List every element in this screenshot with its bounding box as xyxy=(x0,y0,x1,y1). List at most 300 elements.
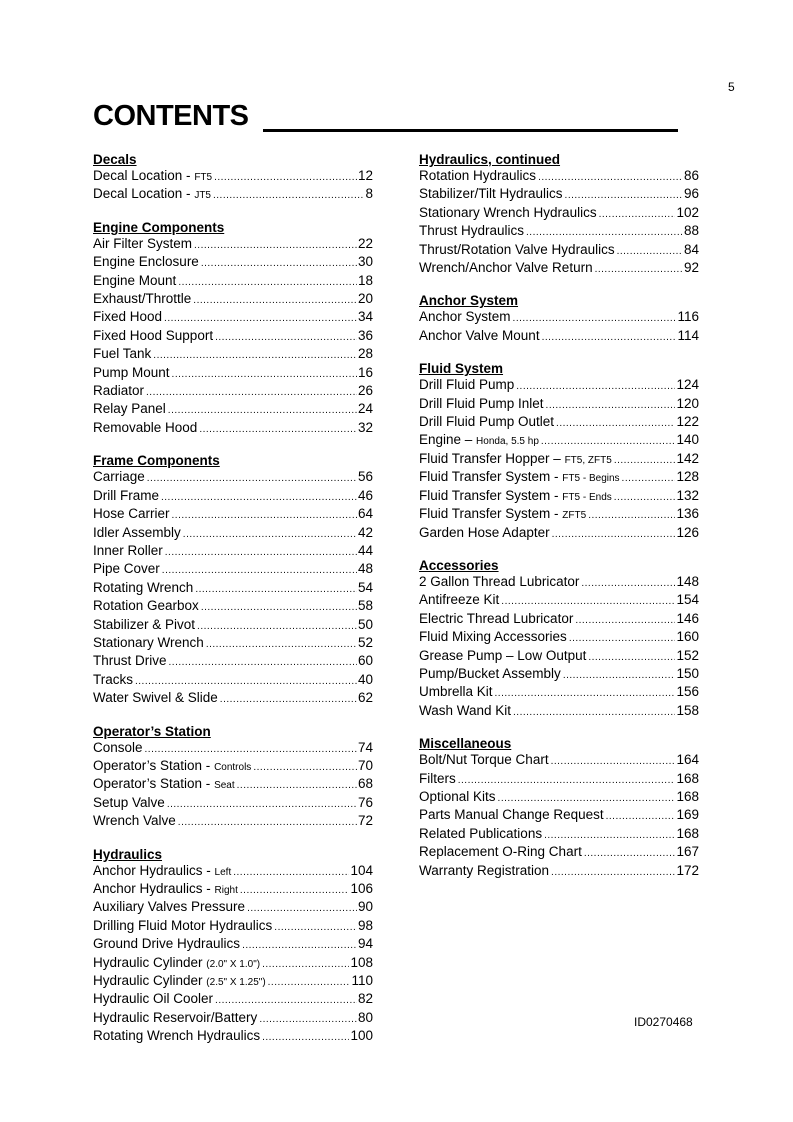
entry-label: Water Swivel & Slide xyxy=(93,690,218,706)
entry-label: Rotation Hydraulics xyxy=(419,168,537,183)
toc-entry[interactable] xyxy=(419,592,699,610)
entry-page-number: 30 xyxy=(357,254,373,270)
entry-label: Console xyxy=(93,739,143,755)
dot-leader xyxy=(168,403,357,419)
toc-entry[interactable] xyxy=(93,488,373,506)
entry-label: Anchor Valve Mount xyxy=(419,327,540,343)
entry-title xyxy=(93,795,165,811)
entry-label: Stationary Wrench Hydraulics xyxy=(419,204,597,220)
entry-label: Fluid Transfer System - xyxy=(419,487,563,503)
dot-leader xyxy=(551,865,675,881)
entry-title xyxy=(419,629,567,645)
dot-leader xyxy=(575,613,675,629)
entry-label: Fixed Hood Support xyxy=(93,327,214,343)
dot-leader xyxy=(262,1030,349,1046)
toc-entry[interactable] xyxy=(419,506,699,524)
entry-title xyxy=(93,936,240,952)
dot-leader xyxy=(195,582,357,598)
toc-entry[interactable] xyxy=(419,574,699,592)
toc-entry[interactable] xyxy=(93,420,373,438)
entry-qualifier: FT5, ZFT5 xyxy=(564,454,612,466)
dot-leader xyxy=(262,957,349,973)
dot-leader xyxy=(178,275,357,291)
entry-label: Fluid Transfer System - xyxy=(419,506,563,522)
toc-entry[interactable] xyxy=(419,752,699,770)
entry-page-number: 100 xyxy=(350,1028,373,1044)
entry-page-number: 68 xyxy=(357,776,373,792)
entry-title xyxy=(419,648,586,664)
toc-entry[interactable] xyxy=(419,807,699,825)
dot-leader xyxy=(135,674,357,690)
entry-label: Engine Enclosure xyxy=(93,254,199,270)
entry-page-number: 22 xyxy=(357,235,373,251)
dot-leader xyxy=(588,650,675,666)
toc-left-column xyxy=(93,151,373,1061)
entry-label: Anchor Hydraulics - xyxy=(93,881,215,896)
dot-leader xyxy=(215,993,357,1009)
entry-title xyxy=(93,899,245,915)
toc-section xyxy=(419,292,699,346)
toc-entry[interactable] xyxy=(93,254,373,272)
toc-section xyxy=(419,557,699,721)
toc-entry[interactable] xyxy=(93,401,373,419)
entry-label: Bolt/Nut Torque Chart xyxy=(419,752,549,768)
toc-entry[interactable] xyxy=(93,273,373,291)
toc-entry[interactable] xyxy=(93,561,373,579)
entry-title xyxy=(419,309,511,325)
entry-label: Anchor System xyxy=(419,309,511,325)
dot-leader xyxy=(146,385,357,401)
section-heading: Operator’s Station xyxy=(93,723,211,739)
toc-entry[interactable] xyxy=(419,863,699,881)
toc-entry[interactable] xyxy=(419,648,699,666)
entry-label: Hydraulic Cylinder xyxy=(93,954,207,970)
toc-entry[interactable] xyxy=(93,635,373,653)
toc-entry[interactable] xyxy=(93,1010,373,1028)
entry-page-number: 128 xyxy=(676,469,699,485)
entry-label: Related Publications xyxy=(419,825,543,841)
entry-page-number: 150 xyxy=(676,665,699,681)
entry-page-number: 42 xyxy=(357,524,373,540)
entry-page-number: 154 xyxy=(676,592,699,608)
entry-page-number: 70 xyxy=(357,757,373,773)
toc-entry[interactable] xyxy=(419,396,699,414)
dot-leader xyxy=(569,631,676,647)
entry-label: Warranty Registration xyxy=(419,862,550,878)
entry-qualifier: ZFT5 xyxy=(562,510,587,522)
dot-leader xyxy=(546,398,676,414)
entry-label: Grease Pump – Low Output xyxy=(419,647,587,663)
entry-page-number: 152 xyxy=(676,647,699,663)
toc-entry[interactable] xyxy=(419,377,699,395)
entry-label: Optional Kits xyxy=(419,788,496,804)
entry-page-number: 74 xyxy=(357,739,373,755)
dot-leader xyxy=(161,490,357,506)
toc-section xyxy=(419,735,699,881)
dot-leader xyxy=(274,920,357,936)
dot-leader xyxy=(544,828,675,844)
section-heading: Accessories xyxy=(419,557,499,573)
entry-qualifier: JT5 xyxy=(194,190,211,202)
entry-title xyxy=(93,254,199,270)
toc-entry[interactable] xyxy=(419,525,699,543)
entry-title xyxy=(93,598,199,614)
entry-page-number: 50 xyxy=(357,616,373,632)
toc-entry[interactable] xyxy=(419,309,699,327)
toc-entry[interactable] xyxy=(419,469,699,487)
entry-title xyxy=(419,414,554,430)
entry-title xyxy=(419,771,456,787)
entry-page-number: 110 xyxy=(351,973,373,989)
entry-title xyxy=(419,826,542,842)
entry-qualifier: Right xyxy=(214,885,238,896)
entry-title xyxy=(419,205,597,221)
entry-label: Hydraulic Reservoir/Battery xyxy=(93,1009,258,1025)
entry-page-number: 172 xyxy=(676,862,699,878)
toc-entry[interactable] xyxy=(419,205,699,223)
dot-leader xyxy=(513,705,675,721)
toc-entry[interactable] xyxy=(419,186,699,204)
toc-entry[interactable] xyxy=(93,991,373,1009)
toc-entry[interactable] xyxy=(419,629,699,647)
entry-page-number: 148 xyxy=(676,573,699,589)
toc-entry[interactable] xyxy=(93,1028,373,1046)
entry-page-number: 132 xyxy=(676,487,699,503)
entry-label: Decal Location - xyxy=(93,168,195,183)
entry-label: Fuel Tank xyxy=(93,346,152,362)
entry-label: Hose Carrier xyxy=(93,506,170,522)
entry-label: Umbrella Kit xyxy=(419,684,493,700)
entry-label: Hydraulic Oil Cooler xyxy=(93,991,214,1007)
dot-leader xyxy=(516,379,675,395)
toc-entry[interactable] xyxy=(419,328,699,346)
entry-title xyxy=(93,881,238,899)
toc-section xyxy=(93,723,373,832)
entry-label: Pump Mount xyxy=(93,364,170,380)
entry-page-number: 92 xyxy=(683,260,699,276)
dot-leader xyxy=(253,760,357,776)
toc-entry[interactable] xyxy=(93,580,373,598)
entry-label: Fixed Hood xyxy=(93,309,163,325)
entry-title xyxy=(93,973,266,991)
entry-label: Operator’s Station - xyxy=(93,757,215,773)
entry-label: Drill Fluid Pump xyxy=(419,377,515,393)
toc-entry[interactable] xyxy=(93,740,373,758)
toc-entry[interactable] xyxy=(93,525,373,543)
toc-entry[interactable] xyxy=(93,881,373,899)
entry-page-number: 122 xyxy=(676,414,699,430)
dot-leader xyxy=(563,668,676,684)
entry-title xyxy=(93,776,235,794)
dot-leader xyxy=(513,311,677,327)
entry-title xyxy=(419,488,612,506)
entry-qualifier: Left xyxy=(214,866,232,878)
entry-label: Filters xyxy=(419,770,456,786)
toc-entry[interactable] xyxy=(93,955,373,973)
dot-leader xyxy=(588,508,675,524)
entry-title xyxy=(419,223,524,239)
entry-title xyxy=(93,1028,260,1044)
toc-section xyxy=(93,219,373,438)
entry-title xyxy=(419,574,579,590)
dot-leader xyxy=(617,244,683,260)
entry-title xyxy=(93,469,145,485)
entry-title xyxy=(419,703,511,719)
section-heading: Hydraulics, continued xyxy=(419,152,561,167)
toc-right-column xyxy=(419,151,699,895)
entry-qualifier: (2.5" X 1.25") xyxy=(206,977,266,989)
toc-entry[interactable] xyxy=(93,328,373,346)
dot-leader xyxy=(526,225,683,241)
entry-page-number: 84 xyxy=(683,241,699,257)
entry-page-number: 86 xyxy=(683,168,699,183)
dot-leader xyxy=(595,262,683,278)
dot-leader xyxy=(197,619,357,635)
entry-page-number: 158 xyxy=(676,702,699,718)
dot-leader xyxy=(541,434,676,450)
toc-entry[interactable] xyxy=(93,365,373,383)
toc-entry[interactable] xyxy=(93,863,373,881)
toc-entry[interactable] xyxy=(419,223,699,241)
entry-title xyxy=(93,561,160,577)
dot-leader xyxy=(581,576,675,592)
entry-title xyxy=(419,469,620,487)
entry-title xyxy=(419,168,536,184)
toc-entry[interactable] xyxy=(419,703,699,721)
entry-page-number: 116 xyxy=(677,309,699,325)
toc-entry[interactable] xyxy=(93,168,373,186)
toc-entry[interactable] xyxy=(419,826,699,844)
toc-entry[interactable] xyxy=(419,844,699,862)
entry-title xyxy=(93,273,176,289)
page-number: 5 xyxy=(728,80,735,94)
toc-entry[interactable] xyxy=(93,918,373,936)
entry-label: Stabilizer/Tilt Hydraulics xyxy=(419,186,563,202)
toc-entry[interactable] xyxy=(93,936,373,954)
toc-entry[interactable] xyxy=(419,771,699,789)
entry-title xyxy=(93,740,143,756)
toc-entry[interactable] xyxy=(419,260,699,278)
dot-leader xyxy=(538,170,683,186)
entry-title xyxy=(419,525,550,541)
toc-section xyxy=(93,846,373,1047)
toc-entry[interactable] xyxy=(419,451,699,469)
entry-page-number: 90 xyxy=(357,899,373,915)
dot-leader xyxy=(240,883,350,899)
toc-entry[interactable] xyxy=(419,242,699,260)
toc-entry[interactable] xyxy=(93,598,373,616)
entry-title xyxy=(419,396,544,412)
entry-qualifier: Controls xyxy=(214,761,252,773)
dot-leader xyxy=(552,527,676,543)
entry-label: Auxiliary Valves Pressure xyxy=(93,899,246,915)
toc-entry[interactable] xyxy=(93,469,373,487)
entry-label: Wash Wand Kit xyxy=(419,702,512,718)
toc-entry[interactable] xyxy=(93,291,373,309)
section-heading: Hydraulics xyxy=(93,846,163,862)
toc-entry[interactable] xyxy=(419,666,699,684)
dot-leader xyxy=(495,686,676,702)
entry-title xyxy=(419,789,496,805)
entry-label: Rotation Gearbox xyxy=(93,598,199,614)
entry-label: Inner Roller xyxy=(93,542,163,558)
entry-page-number: 142 xyxy=(676,450,699,466)
entry-title xyxy=(419,666,561,682)
toc-entry[interactable] xyxy=(419,414,699,432)
toc-entry[interactable] xyxy=(419,168,699,186)
dot-leader xyxy=(242,938,357,954)
entry-title xyxy=(93,236,192,252)
entry-qualifier: FT5 - Ends xyxy=(562,491,612,503)
entry-page-number: 136 xyxy=(676,506,699,522)
entry-qualifier: (2.0" X 1.0") xyxy=(206,958,261,970)
dot-leader xyxy=(247,901,357,917)
toc-entry[interactable] xyxy=(93,672,373,690)
toc-entry[interactable] xyxy=(93,795,373,813)
dot-leader xyxy=(220,692,357,708)
entry-page-number: 60 xyxy=(357,653,373,669)
dot-leader xyxy=(162,563,357,579)
dot-leader xyxy=(164,311,357,327)
entry-label: 2 Gallon Thread Lubricator xyxy=(419,573,580,589)
dot-leader xyxy=(193,293,357,309)
entry-label: Ground Drive Hydraulics xyxy=(93,936,241,952)
dot-leader xyxy=(622,471,676,487)
entry-page-number: 72 xyxy=(357,813,373,829)
entry-page-number: 64 xyxy=(357,506,373,522)
dot-leader xyxy=(565,188,683,204)
entry-title xyxy=(419,242,615,258)
entry-title xyxy=(93,365,170,381)
entry-label: Hydraulic Cylinder xyxy=(93,973,207,989)
entry-page-number: 120 xyxy=(676,395,699,411)
dot-leader xyxy=(259,1012,357,1028)
entry-page-number: 98 xyxy=(357,917,373,933)
dot-leader xyxy=(268,975,351,991)
toc-entry[interactable] xyxy=(419,684,699,702)
entry-label: Engine Mount xyxy=(93,272,177,288)
section-heading: Fluid System xyxy=(419,361,504,377)
entry-title xyxy=(419,506,586,524)
entry-page-number: 140 xyxy=(676,432,699,448)
entry-title xyxy=(93,580,193,596)
entry-page-number: 34 xyxy=(357,309,373,325)
entry-title xyxy=(419,752,549,768)
toc-entry[interactable] xyxy=(419,432,699,450)
toc-entry[interactable] xyxy=(93,899,373,917)
dot-leader xyxy=(183,527,357,543)
entry-title xyxy=(93,328,213,344)
entry-qualifier: FT5 xyxy=(194,172,213,183)
entry-page-number: 62 xyxy=(357,690,373,706)
entry-title xyxy=(419,186,563,202)
toc-section xyxy=(93,452,373,708)
toc-entry[interactable] xyxy=(419,789,699,807)
dot-leader xyxy=(584,846,676,862)
entry-label: Setup Valve xyxy=(93,794,165,810)
entry-label: Drill Fluid Pump Inlet xyxy=(419,395,544,411)
toc-entry[interactable] xyxy=(93,186,373,204)
toc-entry[interactable] xyxy=(419,488,699,506)
entry-label: Electric Thread Lubricator xyxy=(419,610,574,626)
dot-leader xyxy=(178,815,357,831)
section-heading: Decals xyxy=(93,152,137,167)
entry-qualifier: Seat xyxy=(214,780,235,792)
entry-label: Anchor Hydraulics - xyxy=(93,862,215,878)
dot-leader xyxy=(201,256,357,272)
entry-page-number: 8 xyxy=(365,186,373,202)
entry-label: Rotating Wrench Hydraulics xyxy=(93,1028,261,1044)
entry-label: Drill Frame xyxy=(93,487,159,503)
entry-title xyxy=(419,432,539,450)
dot-leader xyxy=(153,348,357,364)
entry-title xyxy=(93,543,163,559)
entry-label: Thrust/Rotation Valve Hydraulics xyxy=(419,241,615,257)
entry-title xyxy=(93,991,213,1007)
toc-entry[interactable] xyxy=(93,973,373,991)
toc-entry[interactable] xyxy=(93,346,373,364)
dot-leader xyxy=(147,471,357,487)
toc-entry[interactable] xyxy=(93,236,373,254)
entry-page-number: 167 xyxy=(676,844,699,860)
toc-entry[interactable] xyxy=(93,506,373,524)
entry-label: Removable Hood xyxy=(93,419,198,435)
section-heading: Miscellaneous xyxy=(419,736,512,752)
entry-title xyxy=(93,813,176,829)
entry-page-number: 96 xyxy=(683,186,699,202)
entry-page-number: 28 xyxy=(357,346,373,362)
entry-page-number: 102 xyxy=(676,204,699,220)
toc-entry[interactable] xyxy=(93,776,373,794)
entry-label: Replacement O-Ring Chart xyxy=(419,844,582,860)
toc-entry[interactable] xyxy=(419,611,699,629)
entry-label: Wrench Valve xyxy=(93,813,176,829)
entry-label: Stabilizer & Pivot xyxy=(93,616,196,632)
toc-entry[interactable] xyxy=(93,758,373,776)
entry-label: Parts Manual Change Request xyxy=(419,807,604,823)
entry-label: Tracks xyxy=(93,671,133,687)
entry-title xyxy=(93,617,195,633)
toc-entry[interactable] xyxy=(93,617,373,635)
toc-entry[interactable] xyxy=(93,690,373,708)
entry-page-number: 32 xyxy=(357,419,373,435)
entry-page-number: 76 xyxy=(357,794,373,810)
dot-leader xyxy=(215,330,357,346)
entry-page-number: 126 xyxy=(676,524,699,540)
dot-leader xyxy=(172,508,357,524)
entry-page-number: 56 xyxy=(357,469,373,485)
entry-label: Garden Hose Adapter xyxy=(419,524,550,540)
toc-section xyxy=(419,360,699,543)
entry-page-number: 44 xyxy=(357,542,373,558)
entry-page-number: 20 xyxy=(357,291,373,307)
toc-entry[interactable] xyxy=(93,543,373,561)
toc-entry[interactable] xyxy=(93,309,373,327)
toc-entry[interactable] xyxy=(93,383,373,401)
toc-entry[interactable] xyxy=(93,653,373,671)
dot-leader xyxy=(169,655,357,671)
section-heading: Frame Components xyxy=(93,453,220,469)
entry-title xyxy=(93,488,159,504)
entry-title xyxy=(419,592,499,608)
entry-title xyxy=(419,807,604,823)
entry-page-number: 88 xyxy=(683,223,699,239)
toc-entry[interactable] xyxy=(93,813,373,831)
entry-title xyxy=(93,291,191,307)
entry-page-number: 168 xyxy=(676,788,699,804)
entry-label: Thrust Hydraulics xyxy=(419,223,525,239)
entry-title xyxy=(93,186,211,204)
